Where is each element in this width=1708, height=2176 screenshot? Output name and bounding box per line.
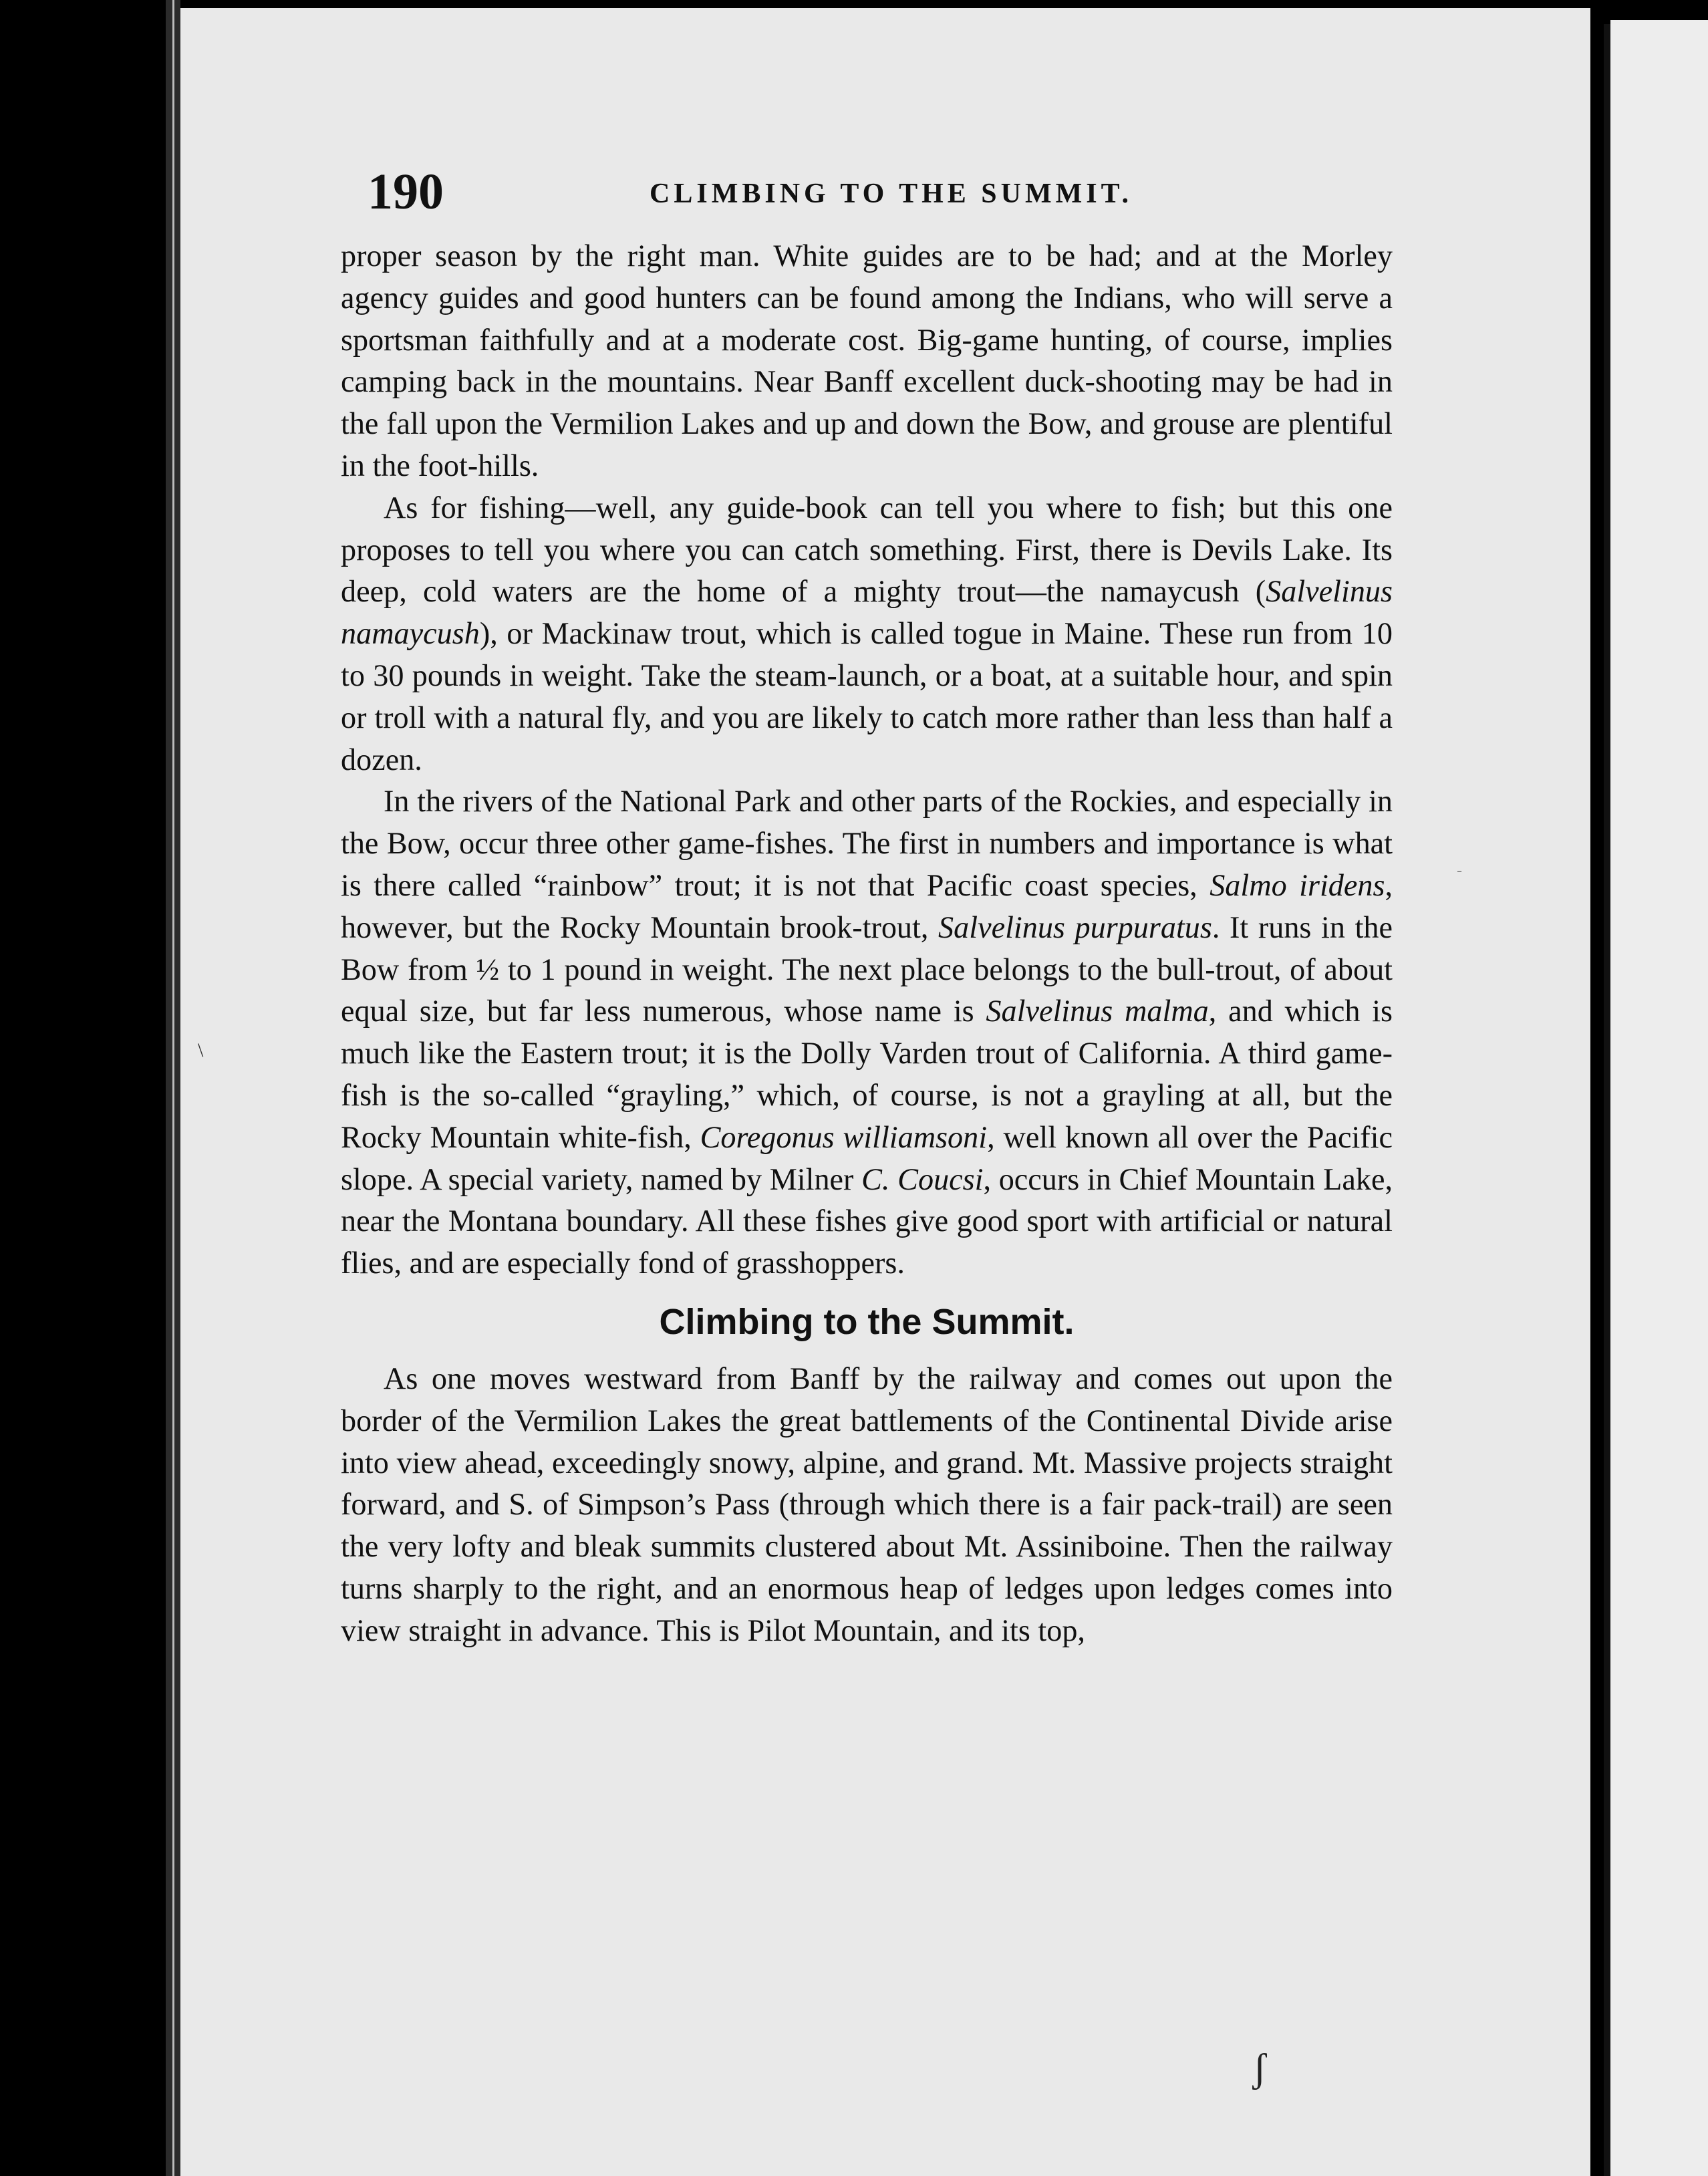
paragraph-3-text-c: . It runs in the Bow from ½ to 1 pound in weight. The next place belongs to the bull-trout, of about equal size, but far less numerous, whose name is bbox=[341, 910, 1393, 1029]
page-header bbox=[361, 154, 1403, 221]
scan-speck: ʃ bbox=[1253, 2046, 1266, 2090]
scientific-name: Salvelinus malma bbox=[986, 994, 1209, 1029]
scientific-name: Coregonus williamsoni bbox=[700, 1119, 988, 1154]
section-heading: Climbing to the Summit. bbox=[659, 1301, 1075, 1342]
paragraph-3-text-d: , and which is much like the Eastern trout; it is the Dolly Varden trout of California. A third game-fish is the so-called “grayling,” which, of course, is not a grayling at all, but the Rocky Mountain white-fish, bbox=[341, 994, 1393, 1154]
page-number: 190 bbox=[368, 164, 444, 220]
paragraph-2-text-a: As for fishing—well, any guide-book can tell you where to fish; but this one proposes to tell you where you can catch something. First, there is Devils Lake. Its deep, cold waters are the home of a mighty trout—the namaycush ( bbox=[341, 490, 1393, 609]
scan-speck: - bbox=[1457, 862, 1462, 879]
paragraph-2-text-b: ), or Mackinaw trout, which is called togue in Maine. These run from 10 to 30 pounds in weight. Take the steam-launch, or a boat, at a suitable hour, and spin or troll with a natural fly, and you are likely to catch more rather than less than half a dozen. bbox=[341, 616, 1393, 777]
paragraph-3-text-e: , well known all over the Pacific slope. A special variety, named by Milner bbox=[341, 1119, 1393, 1196]
paragraph-2 bbox=[341, 487, 1393, 781]
page-body bbox=[341, 235, 1393, 1652]
scan-speck: \ bbox=[198, 1039, 204, 1061]
paragraph-3-text-b: , however, but the Rocky Mountain brook-trout, bbox=[341, 867, 1393, 944]
paragraph-3 bbox=[341, 781, 1393, 1284]
scientific-name: Salmo iridens bbox=[1209, 867, 1385, 902]
running-head: CLIMBING TO THE SUMMIT. bbox=[650, 178, 1133, 209]
paragraph-4: As one moves westward from Banff by the railway and comes out upon the border of the Vermilion Lakes the great battlements of the Continental Divide arise into view ahead, exceedingly snowy, alpine, and grand. Mt. Massive projects straight forward, and S. of Simpson’s Pass (through which there is a fair pack-trail) are seen the very lofty and bleak summits clustered about Mt. Assiniboine. Then the railway turns sharply to the right, and an enormous heap of ledges upon ledges comes into view straight in advance. This is Pilot Mountain, and its top, bbox=[341, 1361, 1393, 1647]
scientific-name: C. Coucsi bbox=[861, 1162, 984, 1196]
page-gutter bbox=[1604, 24, 1610, 2176]
scientific-name: Salvelinus purpuratus bbox=[938, 910, 1212, 944]
paragraph-3-text-a: In the rivers of the National Park and other parts of the Rockies, and especially in the Bow, occur three other game-fishes. The first in numbers and importance is what is there called “rainbow” trout; it is not that Pacific coast species, bbox=[341, 784, 1393, 902]
paragraph-1: proper season by the right man. White guides are to be had; and at the Morley agency guides and good hunters can be found among the Indians, who will serve a sportsman faithfully and at a moderate cost. Big-game hunting, of course, implies camping back in the mountains. Near Banff excellent duck-shooting may be had in the fall upon the Vermilion Lakes and up and down the Bow, and grouse are plentiful in the foot-hills. bbox=[341, 239, 1393, 483]
page-edge-line bbox=[172, 0, 174, 2176]
paragraph-3-text-f: , occurs in Chief Mountain Lake, near the Montana boundary. All these fishes give good sport with artificial or natural flies, and are especially fond of grasshoppers. bbox=[341, 1162, 1393, 1280]
facing-page-edge bbox=[1610, 20, 1708, 2176]
scientific-name: Salvelinus namaycush bbox=[341, 574, 1393, 651]
